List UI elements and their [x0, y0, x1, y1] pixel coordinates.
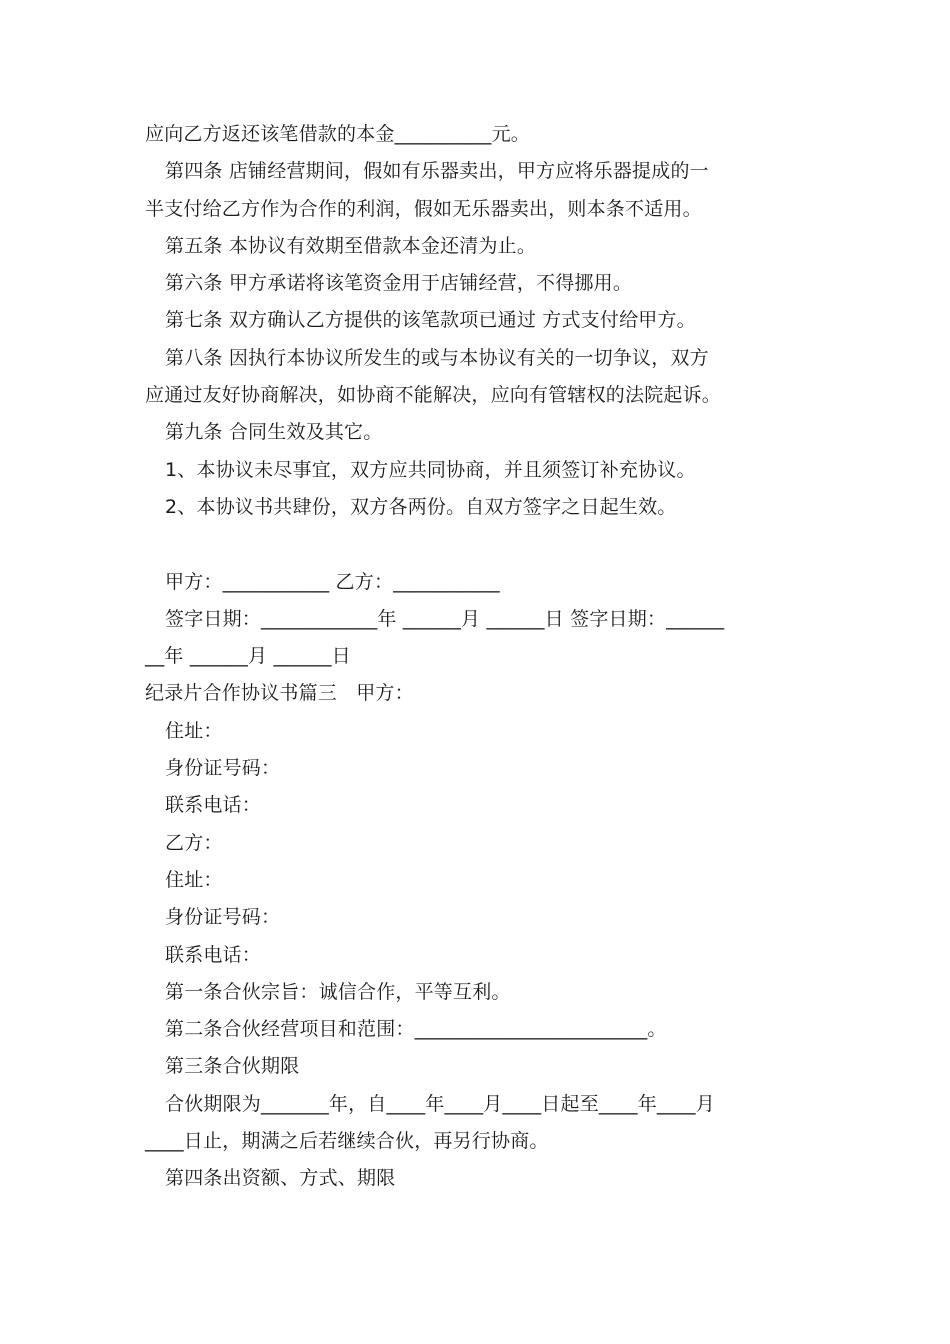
signature-dates-line-2: __年 ______月 ______日: [145, 645, 351, 668]
partnership-article-2: 第二条合伙经营项目和范围：________________________。: [165, 1018, 667, 1041]
partnership-term-line-2: ____日止，期满之后若继续合伙，再另行协商。: [145, 1130, 549, 1153]
clause-2: 2、本协议书共肆份，双方各两份。自双方签字之日起生效。: [165, 495, 677, 518]
party-b-id-number: 身份证号码：: [165, 906, 281, 929]
party-a-address: 住址：: [165, 719, 223, 742]
signature-parties: 甲方：___________ 乙方：___________: [165, 570, 500, 593]
article-6: 第六条 甲方承诺将该笔资金用于店铺经营，不得挪用。: [165, 272, 633, 295]
section-title: 纪录片合作协议书篇三 甲方：: [145, 682, 414, 705]
article-5: 第五条 本协议有效期至借款本金还清为止。: [165, 234, 537, 257]
article-9: 第九条 合同生效及其它。: [165, 421, 383, 444]
article-4-line-1: 第四条 店铺经营期间，假如有乐器卖出，甲方应将乐器提成的一: [165, 160, 709, 183]
party-b-label: 乙方：: [165, 831, 223, 854]
body-line: 应向乙方返还该笔借款的本金__________元。: [145, 123, 531, 145]
signature-dates-line-1: 签字日期：____________年 ______月 ______日 签字日期：______: [165, 607, 725, 630]
article-7: 第七条 双方确认乙方提供的该笔款项已通过 方式支付给甲方。: [165, 309, 696, 332]
party-b-phone: 联系电话：: [165, 943, 262, 966]
document-body: [145, 116, 810, 1198]
clause-1: 1、本协议未尽事宜，双方应共同协商，并且须签订补充协议。: [165, 458, 696, 481]
party-a-phone: 联系电话：: [165, 794, 262, 817]
party-a-id-number: 身份证号码：: [165, 757, 281, 780]
article-8-line-2: 应通过友好协商解决，如协商不能解决，应向有管辖权的法院起诉。: [145, 384, 722, 407]
partnership-article-4-heading: 第四条出资额、方式、期限: [165, 1167, 396, 1190]
blank-line: [145, 526, 810, 563]
article-4-line-2: 半支付给乙方作为合作的利润，假如无乐器卖出，则本条不适用。: [145, 197, 702, 220]
partnership-article-1: 第一条合伙宗旨：诚信合作，平等互利。: [165, 980, 511, 1003]
article-8-line-1: 第八条 因执行本协议所发生的或与本协议有关的一切争议，双方: [165, 346, 709, 369]
partnership-article-3-heading: 第三条合伙期限: [165, 1055, 300, 1078]
partnership-term-line-1: 合伙期限为_______年，自____年____月____日起至____年____月: [165, 1092, 715, 1115]
party-b-address: 住址：: [165, 868, 223, 891]
